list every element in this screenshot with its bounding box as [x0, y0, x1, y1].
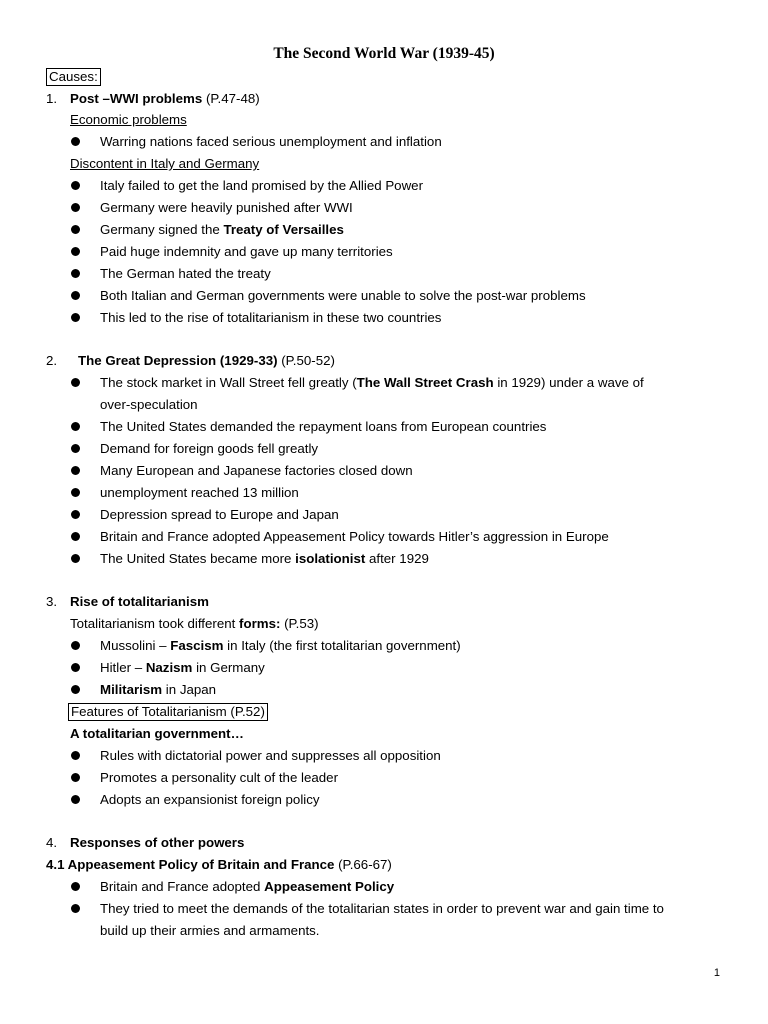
section-2-title: The Great Depression (1929-33) [78, 353, 278, 368]
list-item-bold: Nazism [145, 660, 193, 675]
list-item [100, 551, 429, 567]
list-item-text: Germany signed the [100, 222, 224, 237]
list-item [100, 879, 394, 895]
bullet-icon [71, 510, 80, 519]
features-label: Features of Totalitarianism (P.52) [68, 703, 268, 721]
intro-bold: forms: [239, 616, 281, 631]
list-item-bold: The Wall Street Crash [356, 375, 494, 390]
bullet-icon [71, 181, 80, 190]
list-item-text: after 1929 [365, 551, 429, 566]
intro-text: Totalitarianism took different [70, 616, 240, 631]
causes-label: Causes: [46, 68, 101, 86]
section-4-number: 4. [46, 835, 58, 850]
section-2-ref: (P.50-52) [277, 353, 335, 368]
list-item-text: The stock market in Wall Street fell greatly ( [100, 375, 357, 390]
intro-ref: (P.53) [280, 616, 319, 631]
section-2-number: 2. [46, 353, 58, 368]
bullet-icon [71, 378, 80, 387]
bullet-icon [71, 291, 80, 300]
bullet-icon [71, 203, 80, 212]
list-item: Italy failed to get the land promised by the Allied Power [100, 178, 424, 193]
list-item-text: The United States became more [100, 551, 296, 566]
features-intro: A totalitarian government… [70, 726, 244, 741]
list-item: This led to the rise of totalitarianism in these two countries [100, 310, 442, 325]
list-item: The United States demanded the repayment loans from European countries [100, 419, 547, 434]
list-item: Britain and France adopted Appeasement Policy towards Hitler’s aggression in Europe [100, 529, 609, 544]
bullet-icon [71, 313, 80, 322]
subsection-4-1-heading [46, 857, 392, 873]
bullet-icon [71, 466, 80, 475]
list-item [100, 682, 216, 698]
list-item-text: in Japan [162, 682, 217, 697]
bullet-icon [71, 488, 80, 497]
list-item: The German hated the treaty [100, 266, 271, 281]
section-1-title: Post –WWI problems [70, 91, 203, 106]
bullet-icon [71, 904, 80, 913]
section-1-ref: (P.47-48) [202, 91, 260, 106]
list-item-text: in Germany [192, 660, 265, 675]
list-item-text: in 1929) under a wave of [493, 375, 644, 390]
page-number: 1 [713, 967, 720, 979]
list-item: Both Italian and German governments were unable to solve the post-war problems [100, 288, 586, 303]
list-item-bold: Fascism [170, 638, 224, 653]
list-item-text: in Italy (the first totalitarian government) [223, 638, 461, 653]
section-2-heading [78, 353, 335, 369]
bullet-icon [71, 641, 80, 650]
list-item: Rules with dictatorial power and suppresses all opposition [100, 748, 441, 763]
list-item: Depression spread to Europe and Japan [100, 507, 339, 522]
list-item-text: Britain and France adopted [100, 879, 265, 894]
section-4-title: Responses of other powers [70, 835, 245, 850]
list-item: unemployment reached 13 million [100, 485, 299, 500]
bullet-icon [71, 663, 80, 672]
list-item [100, 638, 461, 654]
document-title: The Second World War (1939-45) [273, 45, 495, 62]
list-item-bold: isolationist [295, 551, 366, 566]
section-3-title: Rise of totalitarianism [70, 594, 209, 609]
list-item: Paid huge indemnity and gave up many territories [100, 244, 393, 259]
bullet-icon [71, 137, 80, 146]
subheading-economic: Economic problems [70, 112, 187, 127]
bullet-icon [71, 795, 80, 804]
bullet-icon [71, 751, 80, 760]
subsection-ref: (P.66-67) [334, 857, 392, 872]
bullet-icon [71, 554, 80, 563]
bullet-icon [71, 444, 80, 453]
section-3-intro [70, 616, 319, 632]
list-item: Demand for foreign goods fell greatly [100, 441, 319, 456]
list-item: They tried to meet the demands of the totalitarian states in order to prevent war and gain time to [100, 901, 664, 916]
section-1-heading [70, 91, 260, 107]
list-item [100, 660, 265, 676]
bullet-icon [71, 532, 80, 541]
list-item-continuation: over-speculation [100, 397, 198, 412]
list-item-bold: Treaty of Versailles [223, 222, 344, 237]
bullet-icon [71, 773, 80, 782]
section-1-number: 1. [46, 91, 58, 106]
list-item [100, 375, 644, 391]
list-item-bold: Militarism [100, 682, 163, 697]
list-item-continuation: build up their armies and armaments. [100, 923, 320, 938]
bullet-icon [71, 247, 80, 256]
subheading-discontent: Discontent in Italy and Germany [70, 156, 260, 171]
bullet-icon [71, 269, 80, 278]
bullet-icon [71, 422, 80, 431]
section-3-number: 3. [46, 594, 58, 609]
list-item: Adopts an expansionist foreign policy [100, 792, 320, 807]
bullet-icon [71, 685, 80, 694]
list-item: Warring nations faced serious unemployment and inflation [100, 134, 442, 149]
list-item: Germany were heavily punished after WWI [100, 200, 353, 215]
bullet-icon [71, 882, 80, 891]
list-item [100, 222, 344, 238]
list-item-text: Hitler – [100, 660, 146, 675]
list-item-bold: Appeasement Policy [264, 879, 395, 894]
bullet-icon [71, 225, 80, 234]
list-item: Promotes a personality cult of the leader [100, 770, 338, 785]
list-item-text: Mussolini – [100, 638, 171, 653]
list-item: Many European and Japanese factories closed down [100, 463, 413, 478]
subsection-title: 4.1 Appeasement Policy of Britain and France [46, 857, 335, 872]
